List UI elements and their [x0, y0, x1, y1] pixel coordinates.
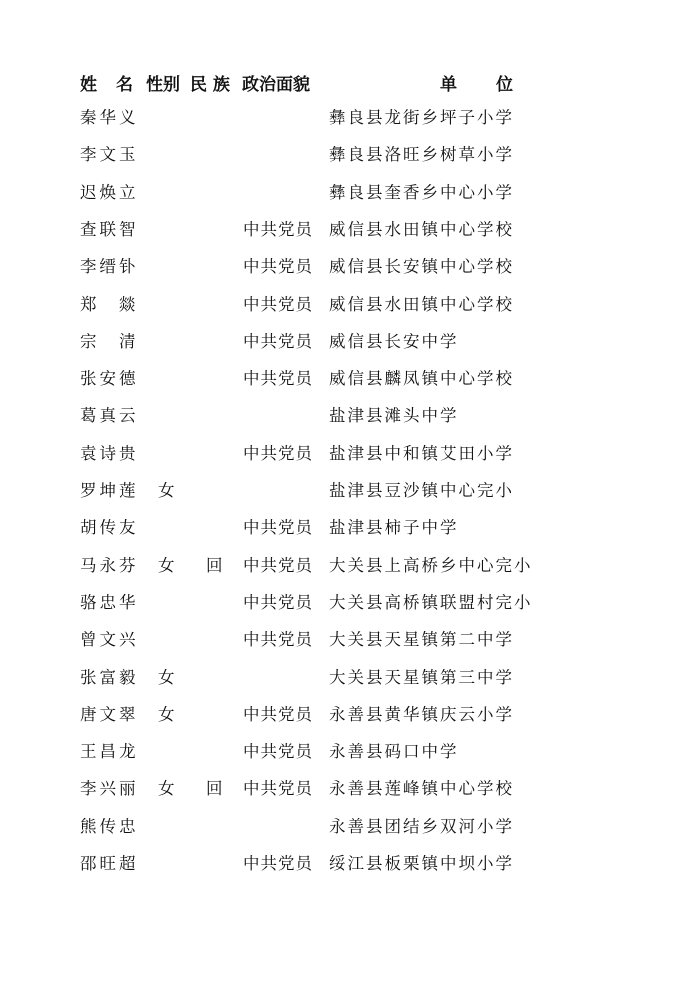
table-row — [0, 476, 699, 506]
person-party: 中共党员 — [243, 704, 313, 724]
person-unit: 绥江县板栗镇中坝小学 — [329, 854, 514, 873]
person-name: 张安德 — [80, 369, 139, 389]
person-party: 中共党员 — [243, 630, 313, 650]
person-name: 查联智 — [80, 219, 139, 239]
person-unit: 彝良县龙街乡坪子小学 — [329, 108, 514, 127]
person-party: 中共党员 — [243, 331, 313, 351]
person-unit: 威信县水田镇中心学校 — [329, 219, 514, 239]
table-row — [0, 103, 699, 133]
person-unit: 盐津县滩头中学 — [329, 406, 459, 426]
person-unit: 大关县高桥镇联盟村完小 — [329, 592, 533, 612]
person-unit: 永善县团结乡双河小学 — [329, 816, 514, 836]
person-name: 马永芬 — [80, 555, 139, 575]
person-unit: 永善县莲峰镇中心学校 — [329, 779, 514, 799]
person-unit: 盐津县中和镇艾田小学 — [329, 443, 514, 463]
person-name: 骆忠华 — [80, 592, 139, 612]
table-row — [0, 700, 699, 730]
person-gender: 女 — [158, 667, 175, 687]
person-nation: 回 — [206, 555, 223, 575]
table-row — [0, 327, 699, 357]
person-party: 中共党员 — [243, 443, 313, 463]
table-row — [0, 774, 699, 804]
header-party: 政治面貌 — [242, 75, 310, 95]
person-name: 王昌龙 — [80, 742, 139, 762]
person-name: 秦华义 — [80, 108, 139, 127]
table-row — [0, 140, 699, 170]
header-name-2: 名 — [116, 75, 133, 95]
person-gender: 女 — [158, 704, 175, 724]
person-nation: 回 — [206, 779, 223, 799]
header-unit-2: 位 — [496, 75, 513, 95]
person-party: 中共党员 — [243, 854, 313, 873]
table-row — [0, 551, 699, 581]
person-unit: 大关县天星镇第二中学 — [329, 630, 514, 650]
person-gender: 女 — [158, 555, 175, 575]
person-name: 李缙钋 — [80, 257, 139, 277]
person-unit: 大关县天星镇第三中学 — [329, 667, 514, 687]
person-name: 葛真云 — [80, 406, 139, 426]
person-unit: 盐津县豆沙镇中心完小 — [329, 481, 514, 500]
person-party: 中共党员 — [243, 779, 313, 799]
table-row — [0, 849, 699, 879]
person-unit: 彝良县奎香乡中心小学 — [329, 182, 514, 202]
table-row — [0, 812, 699, 842]
person-party: 中共党员 — [243, 742, 313, 762]
person-unit: 彝良县洛旺乡树草小学 — [329, 145, 514, 165]
person-unit: 盐津县柿子中学 — [329, 518, 459, 538]
table-row — [0, 401, 699, 431]
person-name: 胡传友 — [80, 518, 139, 538]
table-row — [0, 364, 699, 394]
header-name-1: 姓 — [80, 75, 97, 95]
person-unit: 威信县长安中学 — [329, 331, 459, 351]
person-party: 中共党员 — [243, 294, 313, 314]
person-name: 张富毅 — [80, 667, 139, 687]
person-name: 郑 燚 — [80, 294, 139, 314]
person-unit: 永善县码口中学 — [329, 742, 459, 762]
person-name: 李文玉 — [80, 145, 139, 165]
table-row — [0, 737, 699, 767]
table-row — [0, 178, 699, 208]
person-name: 唐文翠 — [80, 704, 139, 724]
table-row — [0, 290, 699, 320]
person-name: 邵旺超 — [80, 854, 139, 873]
person-name: 李兴丽 — [80, 779, 139, 799]
person-unit: 威信县水田镇中心学校 — [329, 294, 514, 314]
table-row — [0, 625, 699, 655]
header-nation: 民 族 — [190, 75, 230, 95]
person-party: 中共党员 — [243, 518, 313, 538]
table-row — [0, 663, 699, 693]
person-party: 中共党员 — [243, 592, 313, 612]
person-name: 熊传忠 — [80, 816, 139, 836]
person-unit: 威信县长安镇中心学校 — [329, 257, 514, 277]
person-name: 曾文兴 — [80, 630, 139, 650]
header-unit-1: 单 — [440, 75, 457, 95]
person-party: 中共党员 — [243, 257, 313, 277]
person-gender: 女 — [158, 481, 175, 500]
table-row — [0, 513, 699, 543]
person-unit: 大关县上高桥乡中心完小 — [329, 555, 533, 575]
table-row — [0, 588, 699, 618]
table-row — [0, 215, 699, 245]
table-row — [0, 252, 699, 282]
person-party: 中共党员 — [243, 555, 313, 575]
table-row — [0, 439, 699, 469]
person-name: 宗 清 — [80, 331, 139, 351]
person-name: 迟焕立 — [80, 182, 139, 202]
person-unit: 威信县麟凤镇中心学校 — [329, 369, 514, 389]
person-gender: 女 — [158, 779, 175, 799]
person-party: 中共党员 — [243, 369, 313, 389]
person-party: 中共党员 — [243, 219, 313, 239]
header-gender: 性别 — [146, 75, 180, 95]
person-name: 袁诗贵 — [80, 443, 139, 463]
person-name: 罗坤莲 — [80, 481, 139, 500]
person-unit: 永善县黄华镇庆云小学 — [329, 704, 514, 724]
